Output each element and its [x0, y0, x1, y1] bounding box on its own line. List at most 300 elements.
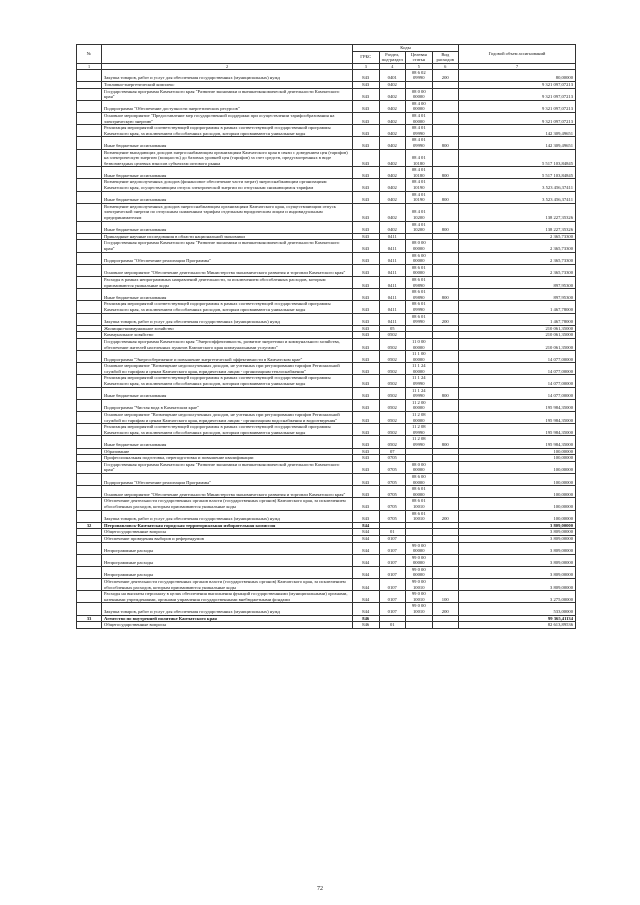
- row-number: [77, 252, 102, 264]
- row-number: [77, 448, 102, 455]
- section-code: 0502: [379, 351, 406, 363]
- expense-kind-code: 200: [432, 510, 459, 522]
- table-row: [77, 313, 576, 325]
- header-kind: Вид расходов: [432, 51, 459, 63]
- target-code: 08 6 01 10010: [406, 498, 433, 510]
- annual-amount: 3 809,00000: [459, 579, 576, 591]
- expense-name: Агентство по внутренней политике Камчатского края: [102, 615, 353, 622]
- expense-kind-code: [432, 535, 459, 542]
- expense-kind-code: [432, 542, 459, 554]
- expense-kind-code: [432, 579, 459, 591]
- section-code: 0411: [379, 289, 406, 301]
- expense-name: Закупка товаров, работ и услуг для обеспечения государственных (муниципальных) нужд: [102, 603, 353, 615]
- target-code: 11 1 24 09990: [406, 387, 433, 399]
- expense-kind-code: [432, 448, 459, 455]
- annual-amount: 9 321 097,07213: [459, 81, 576, 88]
- grbs-code: 844: [353, 535, 380, 542]
- table-row: [77, 233, 576, 240]
- row-number: [77, 510, 102, 522]
- row-number: [77, 412, 102, 424]
- expense-name: Подпрограмма "Обеспечение доступности энергетических ресурсов": [102, 100, 353, 112]
- annual-amount: 100,00000: [459, 498, 576, 510]
- expense-name: Государственная программа Камчатского края "Развитие экономики и внешнеэкономической деятельности Камчатского края": [102, 461, 353, 473]
- section-code: 0502: [379, 338, 406, 350]
- column-number: 5: [406, 63, 433, 69]
- expense-name: Государственная программа Камчатского края "Развитие экономики и внешнеэкономической деятельности Камчатского края": [102, 88, 353, 100]
- expense-kind-code: 200: [432, 603, 459, 615]
- table-row: [77, 167, 576, 179]
- grbs-code: 843: [353, 412, 380, 424]
- expense-name: Иные бюджетные ассигнования: [102, 191, 353, 203]
- section-code: 0705: [379, 510, 406, 522]
- table-row: [77, 615, 576, 622]
- target-code: [406, 615, 433, 622]
- target-code: 08 4 01 00000: [406, 112, 433, 124]
- target-code: 11 2 08 09990: [406, 436, 433, 448]
- annual-amount: 3 809,00000: [459, 542, 576, 554]
- expense-kind-code: [432, 240, 459, 252]
- expense-name: Подпрограмма "Обеспечение реализации Программы": [102, 473, 353, 485]
- expense-name: Основное мероприятие "Возмещение недополученных доходов, не учтенных при регулировании тарифов Региональной службой по тарифам и ценам Камчатского края, юридическим лицам - организациям водоснабжения и водоотведения": [102, 412, 353, 424]
- expense-name: Иные бюджетные ассигнования: [102, 387, 353, 399]
- annual-amount: 14 077,00000: [459, 387, 576, 399]
- section-code: 0411: [379, 264, 406, 276]
- target-code: [406, 529, 433, 536]
- section-code: 0402: [379, 88, 406, 100]
- row-number: [77, 149, 102, 167]
- annual-amount: 210 061,35000: [459, 338, 576, 350]
- target-code: 08 6 01 09990: [406, 301, 433, 313]
- grbs-code: 844: [353, 579, 380, 591]
- annual-amount: 14 077,00000: [459, 351, 576, 363]
- table-row: [77, 461, 576, 473]
- expense-kind-code: [432, 338, 459, 350]
- expense-name: Иные бюджетные ассигнования: [102, 167, 353, 179]
- table-row: [77, 252, 576, 264]
- row-number: [77, 566, 102, 578]
- grbs-code: 843: [353, 203, 380, 221]
- expense-kind-code: [432, 125, 459, 137]
- expense-name: Закупка товаров, работ и услуг для обеспечения государственных (муниципальных) нужд: [102, 510, 353, 522]
- target-code: 08 6 00 00000: [406, 252, 433, 264]
- annual-amount: 1 467,78000: [459, 313, 576, 325]
- header-grbs: ГРБС: [353, 51, 380, 63]
- section-code: 0107: [379, 542, 406, 554]
- annual-amount: 533,00000: [459, 603, 576, 615]
- target-code: [406, 455, 433, 462]
- expense-kind-code: [432, 455, 459, 462]
- row-number: [77, 455, 102, 462]
- column-number: 1: [77, 63, 102, 69]
- table-row: [77, 332, 576, 339]
- expense-kind-code: [432, 412, 459, 424]
- row-number: [77, 137, 102, 149]
- grbs-code: 843: [353, 455, 380, 462]
- grbs-code: 844: [353, 554, 380, 566]
- expense-name: Возмещение недополученных доходов (финансовое обеспечение части затрат) энергоснабжающим организациям Камчатского края, осуществляющим отпуск электрической энергии по отпускным снижающимся тарифам: [102, 179, 353, 191]
- expense-name: Основное мероприятие "Обеспечение деятельности Министерства экономического развития и торговли Камчатского края": [102, 264, 353, 276]
- table-row: [77, 622, 576, 629]
- annual-amount: 210 061,35000: [459, 325, 576, 332]
- row-number: [77, 338, 102, 350]
- table-row: [77, 579, 576, 591]
- section-code: 0411: [379, 252, 406, 264]
- row-number: [77, 486, 102, 498]
- section-code: 0401: [379, 69, 406, 81]
- row-number: [77, 332, 102, 339]
- expense-name: Обеспечение деятельности государственных органов власти (государственных органов) Камчатского края, за исключением обособленных расходов, которым присваиваются уникальные коды: [102, 498, 353, 510]
- annual-amount: 9 321 097,07213: [459, 88, 576, 100]
- section-code: 0402: [379, 179, 406, 191]
- expense-name: Иные бюджетные ассигнования: [102, 137, 353, 149]
- table-row: [77, 240, 576, 252]
- table-row: [77, 387, 576, 399]
- expense-name: Петропавловск-Камчатская городская территориальная избирательная комиссия: [102, 522, 353, 529]
- section-code: 0705: [379, 461, 406, 473]
- row-number: [77, 125, 102, 137]
- expense-kind-code: [432, 522, 459, 529]
- row-number: [77, 554, 102, 566]
- annual-amount: 100,00000: [459, 448, 576, 455]
- annual-amount: 9 321 097,07213: [459, 112, 576, 124]
- target-code: 11 1 24 00000: [406, 363, 433, 375]
- expense-name: Реализация мероприятий соответствующей подпрограммы в рамках соответствующей государственной программы Камчатского края, за исключением обособленных расходов, которым присваиваются уникальные коды: [102, 301, 353, 313]
- annual-amount: 195 984,35000: [459, 399, 576, 411]
- target-code: 08 6 01 09990: [406, 313, 433, 325]
- annual-amount: 3 523 456,37411: [459, 191, 576, 203]
- expense-kind-code: [432, 375, 459, 387]
- expense-kind-code: [432, 81, 459, 88]
- target-code: [406, 325, 433, 332]
- target-code: [406, 522, 433, 529]
- target-code: 08 6 02 09990: [406, 69, 433, 81]
- section-code: 0402: [379, 167, 406, 179]
- expense-name: Обеспечение деятельности государственных органов власти (государственных органов) Камчатского края, за исключением обособленных расходов, которым присваиваются уникальные коды: [102, 579, 353, 591]
- section-code: 0107: [379, 535, 406, 542]
- expense-name: Основное мероприятие "Предоставление мер государственной поддержки при осуществлении тарифообразования на электрическую энергию": [102, 112, 353, 124]
- grbs-code: 843: [353, 221, 380, 233]
- expense-kind-code: [432, 100, 459, 112]
- row-number: [77, 529, 102, 536]
- expense-name: Подпрограмма "Обеспечение реализации Программы": [102, 252, 353, 264]
- row-number: [77, 69, 102, 81]
- expense-kind-code: [432, 88, 459, 100]
- expense-name: Образование: [102, 448, 353, 455]
- section-code: 0502: [379, 399, 406, 411]
- expense-kind-code: [432, 276, 459, 288]
- grbs-code: 843: [353, 149, 380, 167]
- target-code: [406, 622, 433, 629]
- row-number: [77, 603, 102, 615]
- expense-name: Реализация мероприятий соответствующей подпрограммы в рамках соответствующей государственной программы Камчатского края, за исключением обособленных расходов, которым присваиваются уникальные коды: [102, 125, 353, 137]
- annual-amount: 2 365,73300: [459, 233, 576, 240]
- row-number: [77, 276, 102, 288]
- row-number: [77, 179, 102, 191]
- header-amount: Годовой объем ассигнований: [459, 45, 576, 64]
- row-number: [77, 301, 102, 313]
- section-code: 0402: [379, 81, 406, 88]
- expense-kind-code: 200: [432, 313, 459, 325]
- header-name: [102, 45, 353, 64]
- grbs-code: 844: [353, 522, 380, 529]
- expense-name: Подпрограмма "Чистая вода в Камчатском крае": [102, 399, 353, 411]
- expense-name: Непрограммные расходы: [102, 566, 353, 578]
- annual-amount: 3 809,00000: [459, 566, 576, 578]
- target-code: [406, 332, 433, 339]
- target-code: [406, 535, 433, 542]
- expense-name: Иные бюджетные ассигнования: [102, 436, 353, 448]
- grbs-code: 843: [353, 233, 380, 240]
- grbs-code: 843: [353, 252, 380, 264]
- grbs-code: 844: [353, 542, 380, 554]
- expense-name: Жилищно-коммунальное хозяйство: [102, 325, 353, 332]
- section-code: 0402: [379, 221, 406, 233]
- grbs-code: 843: [353, 325, 380, 332]
- target-code: [406, 81, 433, 88]
- table-row: [77, 351, 576, 363]
- expense-kind-code: [432, 424, 459, 436]
- section-code: 0402: [379, 125, 406, 137]
- target-code: 08 6 00 00000: [406, 473, 433, 485]
- expense-name: Общегосударственные вопросы: [102, 529, 353, 536]
- target-code: 11 1 00 00000: [406, 351, 433, 363]
- annual-amount: 1 467,78000: [459, 301, 576, 313]
- expense-kind-code: [432, 529, 459, 536]
- grbs-code: 843: [353, 125, 380, 137]
- target-code: 08 4 01 10200: [406, 203, 433, 221]
- table-row: [77, 424, 576, 436]
- expense-name: Закупка товаров, работ и услуг для обеспечения государственных (муниципальных) нужд: [102, 313, 353, 325]
- section-code: 0502: [379, 332, 406, 339]
- table-row: [77, 81, 576, 88]
- expense-name: Подпрограмма "Энергосбережение и повышение энергетической эффективности в Камчатском крае": [102, 351, 353, 363]
- column-number: 7: [459, 63, 576, 69]
- section-code: 0502: [379, 424, 406, 436]
- grbs-code: 846: [353, 615, 380, 622]
- grbs-code: 843: [353, 375, 380, 387]
- expense-kind-code: [432, 252, 459, 264]
- row-number: [77, 375, 102, 387]
- annual-amount: 100,00000: [459, 486, 576, 498]
- annual-amount: 195 984,35000: [459, 436, 576, 448]
- expense-name: Иные бюджетные ассигнования: [102, 289, 353, 301]
- grbs-code: 844: [353, 566, 380, 578]
- section-code: 0402: [379, 203, 406, 221]
- expense-kind-code: [432, 351, 459, 363]
- table-row: [77, 338, 576, 350]
- section-code: 0402: [379, 191, 406, 203]
- expense-name: Реализация мероприятий соответствующей подпрограммы в рамках соответствующей государственной программы Камчатского края, за исключением обособленных расходов, которым присваиваются уникальные коды: [102, 375, 353, 387]
- target-code: 08 0 00 00000: [406, 240, 433, 252]
- section-code: [379, 522, 406, 529]
- table-row: [77, 535, 576, 542]
- grbs-code: 843: [353, 498, 380, 510]
- row-number: [77, 424, 102, 436]
- row-number: [77, 81, 102, 88]
- row-number: [77, 112, 102, 124]
- annual-amount: 897,95300: [459, 289, 576, 301]
- section-code: 05: [379, 325, 406, 332]
- section-code: 07: [379, 448, 406, 455]
- expense-kind-code: [432, 233, 459, 240]
- annual-amount: 210 061,35000: [459, 332, 576, 339]
- grbs-code: 843: [353, 179, 380, 191]
- expense-kind-code: 800: [432, 387, 459, 399]
- column-number: 3: [353, 63, 380, 69]
- expense-name: Основное мероприятие "Обеспечение деятельности Министерства экономического развития и торговли Камчатского края": [102, 486, 353, 498]
- target-code: 08 4 01 10200: [406, 221, 433, 233]
- grbs-code: 843: [353, 424, 380, 436]
- annual-amount: 5 517 103,84845: [459, 167, 576, 179]
- annual-amount: 3 809,00000: [459, 554, 576, 566]
- grbs-code: 843: [353, 510, 380, 522]
- annual-amount: 100,00000: [459, 461, 576, 473]
- target-code: 08 6 01 10010: [406, 510, 433, 522]
- target-code: 08 4 01 10190: [406, 191, 433, 203]
- grbs-code: 843: [353, 264, 380, 276]
- section-code: 0411: [379, 301, 406, 313]
- expense-kind-code: [432, 332, 459, 339]
- row-number: [77, 461, 102, 473]
- grbs-code: 843: [353, 461, 380, 473]
- expense-name: Государственная программа Камчатского края "Энергоэффективность, развитие энергетики и коммунального хозяйства, обеспечение жителей населенных пунктов Камчатского края коммунальными услугами": [102, 338, 353, 350]
- row-number: [77, 351, 102, 363]
- row-number: [77, 221, 102, 233]
- expense-name: Основное мероприятие "Возмещение недополученных доходов, не учтенных при регулировании тарифов Региональной службой по тарифам и ценам Камчатского края, юридическим лицам - организациям теплоснабжения": [102, 363, 353, 375]
- annual-amount: 100,00000: [459, 455, 576, 462]
- row-number: 33: [77, 615, 102, 622]
- table-row: [77, 399, 576, 411]
- annual-amount: 2 365,73300: [459, 252, 576, 264]
- table-row: [77, 412, 576, 424]
- expense-kind-code: [432, 622, 459, 629]
- annual-amount: 195 984,35000: [459, 412, 576, 424]
- table-row: [77, 88, 576, 100]
- row-number: [77, 325, 102, 332]
- grbs-code: 843: [353, 240, 380, 252]
- target-code: 08 6 01 09890: [406, 276, 433, 288]
- header-target: Целевая статья: [406, 51, 433, 63]
- table-row: [77, 264, 576, 276]
- row-number: [77, 240, 102, 252]
- expense-kind-code: [432, 461, 459, 473]
- row-number: [77, 399, 102, 411]
- expense-kind-code: [432, 615, 459, 622]
- grbs-code: 843: [353, 137, 380, 149]
- expense-kind-code: 100: [432, 591, 459, 603]
- grbs-code: 843: [353, 473, 380, 485]
- section-code: 0502: [379, 363, 406, 375]
- expense-kind-code: [432, 112, 459, 124]
- section-code: 0411: [379, 276, 406, 288]
- expense-name: Расходы на выплаты персоналу в целях обеспечения выполнения функций государственными (муниципальными) органами, казенными учреждениями, органами управления государственными внебюджетными фондами: [102, 591, 353, 603]
- row-number: [77, 233, 102, 240]
- table-row: [77, 149, 576, 167]
- grbs-code: 843: [353, 88, 380, 100]
- header-section: Раздел, под-раздел: [379, 51, 406, 63]
- row-number: [77, 313, 102, 325]
- table-row: [77, 301, 576, 313]
- annual-amount: 195 984,35000: [459, 424, 576, 436]
- row-number: [77, 387, 102, 399]
- annual-amount: 3 275,00000: [459, 591, 576, 603]
- header-num: №: [77, 45, 102, 64]
- expense-kind-code: [432, 473, 459, 485]
- table-row: [77, 542, 576, 554]
- expense-name: Непрограммные расходы: [102, 542, 353, 554]
- section-code: 0502: [379, 387, 406, 399]
- table-row: [77, 591, 576, 603]
- table-body: [77, 69, 576, 628]
- target-code: 08 6 01 00000: [406, 264, 433, 276]
- section-code: 0705: [379, 455, 406, 462]
- table-row: [77, 529, 576, 536]
- column-number: 2: [102, 63, 353, 69]
- expense-kind-code: [432, 363, 459, 375]
- annual-amount: 100,00000: [459, 510, 576, 522]
- section-code: 0502: [379, 412, 406, 424]
- section-code: 01: [379, 622, 406, 629]
- table-row: [77, 191, 576, 203]
- budget-table-sheet: [76, 44, 576, 629]
- expense-kind-code: 800: [432, 221, 459, 233]
- annual-amount: 14 077,00000: [459, 375, 576, 387]
- expense-name: Непрограммные расходы: [102, 554, 353, 566]
- table-row: [77, 554, 576, 566]
- row-number: [77, 542, 102, 554]
- expense-name: Возмещение выпадающих доходов энергоснабжающим организациям Камчатского края в связи с доведением цен (тарифов) на электрическую энергию (мощность) до базовых уровней цен (тарифов) за счет средств, предусмотренных в виде безвозмездных целевых взносов субъектам оптового рынка: [102, 149, 353, 167]
- row-number: [77, 363, 102, 375]
- grbs-code: 843: [353, 351, 380, 363]
- section-code: 0705: [379, 473, 406, 485]
- expense-name: Профессиональная подготовка, переподготовка и повышение квалификации: [102, 455, 353, 462]
- grbs-code: 846: [353, 622, 380, 629]
- annual-amount: 14 077,00000: [459, 363, 576, 375]
- expense-kind-code: [432, 149, 459, 167]
- target-code: 08 4 01 09990: [406, 137, 433, 149]
- annual-amount: 9 321 097,07213: [459, 100, 576, 112]
- section-code: 0502: [379, 375, 406, 387]
- row-number: [77, 191, 102, 203]
- target-code: 08 4 00 00000: [406, 100, 433, 112]
- row-number: [77, 100, 102, 112]
- target-code: [406, 448, 433, 455]
- table-row: [77, 112, 576, 124]
- section-code: 0411: [379, 240, 406, 252]
- row-number: [77, 535, 102, 542]
- table-row: [77, 603, 576, 615]
- target-code: 08 6 01 09890: [406, 289, 433, 301]
- expense-name: Расходы в рамках непрограммных направлений деятельности, за исключением обособленных расходов, которым присваиваются уникальные коды: [102, 276, 353, 288]
- table-row: [77, 125, 576, 137]
- section-code: 0402: [379, 137, 406, 149]
- table-row: [77, 221, 576, 233]
- grbs-code: 843: [353, 313, 380, 325]
- expense-kind-code: [432, 301, 459, 313]
- table-row: [77, 455, 576, 462]
- expense-kind-code: [432, 203, 459, 221]
- row-number: [77, 436, 102, 448]
- annual-amount: 2 365,73300: [459, 240, 576, 252]
- section-code: 0411: [379, 313, 406, 325]
- target-code: 08 4 01 09990: [406, 125, 433, 137]
- header-codes: Коды: [353, 45, 459, 52]
- grbs-code: 843: [353, 81, 380, 88]
- column-number: 4: [379, 63, 406, 69]
- annual-amount: 2 365,73300: [459, 264, 576, 276]
- section-code: [379, 615, 406, 622]
- table-row: [77, 179, 576, 191]
